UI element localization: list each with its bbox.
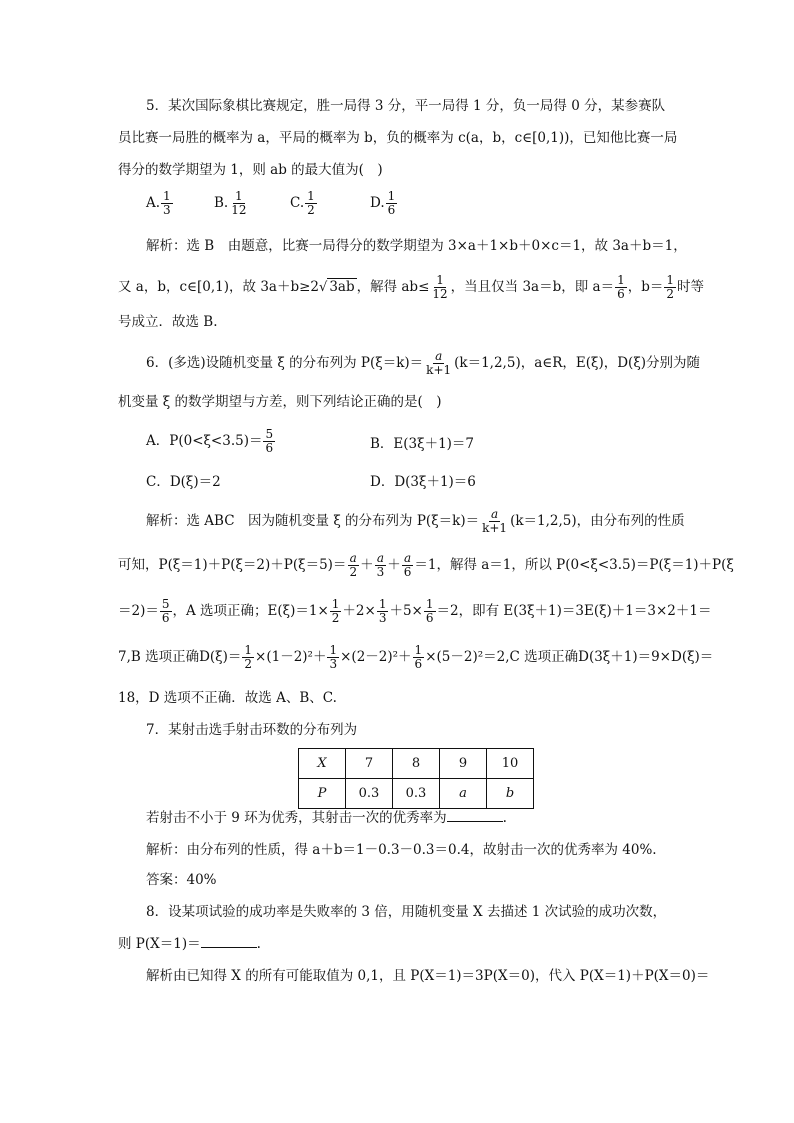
- q8-stem-line1: 8．设某项试验的成功率是失败率的 3 倍，用随机变量 X 去描述 1 次试验的成功次数，: [146, 904, 667, 920]
- table-cell: 7: [346, 749, 393, 779]
- q6-solution-line3: ＝2)＝ $\frac{5}{6}$ ，A 选项正确；E(ξ)＝1× $\frac{1}{2}$ ＋2× $\frac{1}{3}$ ＋5× $\frac{1}{6}$ ＝2，即有 E(3ξ＋1)＝3E(ξ)＋1＝3×2＋1＝: [118, 597, 712, 625]
- answer-blank: [201, 935, 257, 948]
- table-row: [299, 749, 534, 779]
- q6-solution-line5: 18，D 选项不正确．故选 A、B、C.: [118, 690, 337, 706]
- q7-distribution-table: [298, 748, 534, 809]
- q6-option-a: A．P(0<ξ<3.5)＝ $\frac{5}{6}$: [146, 427, 274, 455]
- table-cell: b: [487, 779, 534, 809]
- q5-option-c: C. $\frac{1}{2}$: [290, 189, 315, 217]
- q5-option-a: A. $\frac{1}{3}$: [146, 189, 171, 217]
- q8-solution-line1: 解析由已知得 X 的所有可能取值为 0,1，且 P(X＝1)＝3P(X＝0)，代入 P(X＝1)＋P(X＝0)＝: [146, 968, 710, 984]
- q5-stem-line1: 5．某次国际象棋比赛规定，胜一局得 3 分，平一局得 1 分，负一局得 0 分，某参赛队: [146, 98, 666, 114]
- table-cell: 9: [440, 749, 487, 779]
- q5-option-d: D. $\frac{1}{6}$: [370, 189, 396, 217]
- table-row: [299, 779, 534, 809]
- q6-stem-line2: 机变量 ξ 的数学期望与方差，则下列结论正确的是( ): [118, 394, 442, 410]
- q5-stem-line3: 得分的数学期望为 1，则 ab 的最大值为( ): [118, 162, 383, 178]
- table-cell: X: [299, 749, 346, 779]
- q6-solution-line4: 7,B 选项正确D(ξ)＝ $\frac{1}{2}$ ×(1－2)²＋ $\frac{1}{3}$ ×(2－2)²＋ $\frac{1}{6}$ ×(5－2)²＝2,C 选项正确D(3ξ＋1)＝9×D(ξ)＝: [118, 643, 714, 671]
- q5-option-b: B. $\frac{1}{12}$: [214, 189, 247, 217]
- q5-stem-line2: 员比赛一局胜的概率为 a，平局的概率为 b，负的概率为 c(a，b，c∈[0,1))，已知他比赛一局: [118, 130, 678, 146]
- table-cell: 8: [393, 749, 440, 779]
- q6-stem-line1: 6．(多选)设随机变量 ξ 的分布列为 P(ξ＝k)＝ $\frac{a}{k+1}$ (k＝1,2,5)，a∈R，E(ξ)，D(ξ)分别为随: [146, 349, 701, 377]
- q7-solution: 解析：由分布列的性质，得 a＋b＝1－0.3－0.3＝0.4，故射击一次的优秀率为 40%.: [146, 842, 657, 858]
- table-cell: 0.3: [346, 779, 393, 809]
- table-cell: P: [299, 779, 346, 809]
- table-cell: 0.3: [393, 779, 440, 809]
- q5-solution-line2: 又 a，b，c∈[0,1)，故 3a＋b≥2√ 3ab ，解得 ab≤ $\frac{1}{12}$ ，当且仅当 3a＝b，即 a＝ $\frac{1}{6}$ ，b＝ $\frac{1}{2}$ 时等: [118, 273, 705, 301]
- q7-question: 若射击不小于 9 环为优秀，其射击一次的优秀率为 .: [146, 810, 507, 826]
- q6-solution-line2: 可知，P(ξ＝1)＋P(ξ＝2)＋P(ξ＝5)＝ $\frac{a}{2}$ ＋ $\frac{a}{3}$ ＋ $\frac{a}{6}$ ＝1，解得 a＝1，所以 P(0<ξ<3.5)＝P(ξ＝1)＋P(ξ: [118, 551, 734, 579]
- table-cell: a: [440, 779, 487, 809]
- q8-stem-line2: 则 P(X＝1)＝ .: [118, 936, 261, 952]
- q7-stem: 7．某射击选手射击环数的分布列为: [146, 722, 358, 738]
- q6-option-d: D．D(3ξ＋1)＝6: [370, 474, 476, 490]
- table-cell: 10: [487, 749, 534, 779]
- q7-answer: 答案：40%: [146, 872, 217, 888]
- q6-option-b: B．E(3ξ＋1)＝7: [370, 436, 475, 452]
- q5-solution-line1: 解析：选 B 由题意，比赛一局得分的数学期望为 3×a＋1×b＋0×c＝1，故 3a＋b＝1，: [146, 238, 687, 254]
- q5-solution-line3: 号成立．故选 B.: [118, 314, 218, 330]
- q6-option-c: C．D(ξ)＝2: [146, 474, 221, 490]
- answer-blank: [447, 809, 503, 822]
- q6-solution-line1: 解析：选 ABC 因为随机变量 ξ 的分布列为 P(ξ＝k)＝ $\frac{a}{k+1}$ (k＝1,2,5)，由分布列的性质: [146, 507, 685, 535]
